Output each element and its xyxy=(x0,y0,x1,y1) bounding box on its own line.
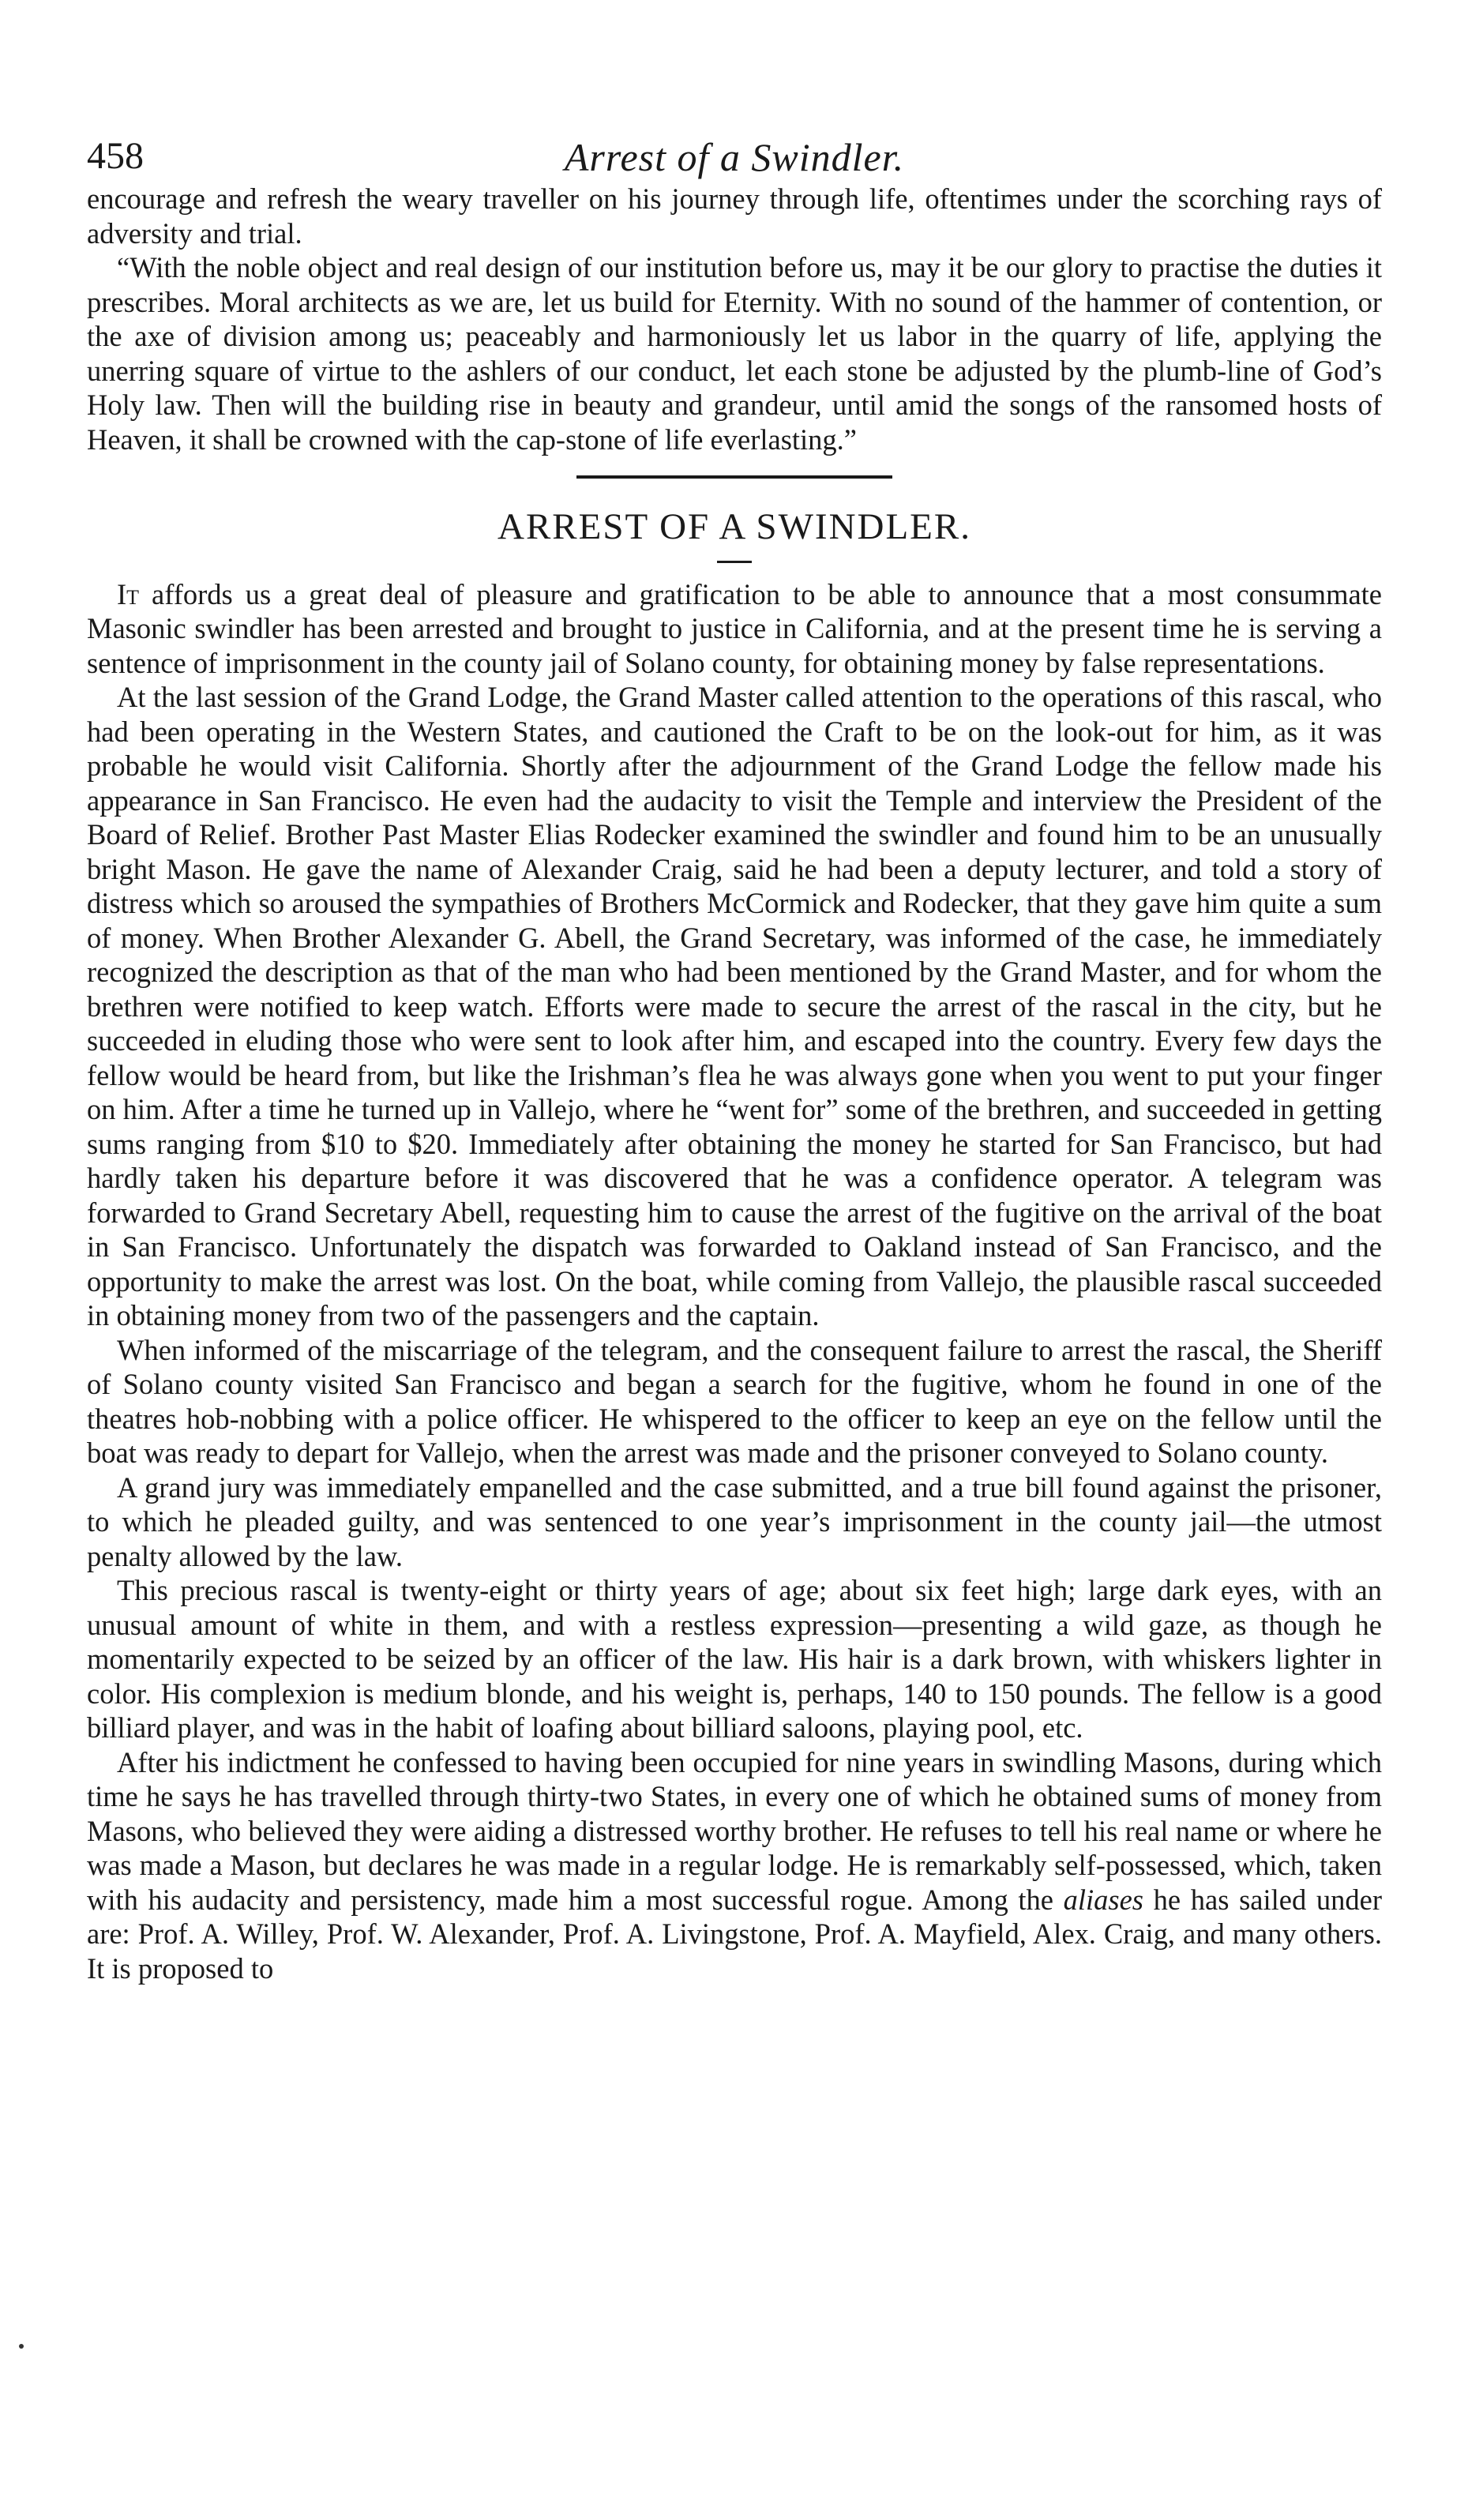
drop-lead-word: It xyxy=(117,577,140,610)
running-head xyxy=(87,118,1382,182)
body-text xyxy=(87,182,1382,1985)
title-rule xyxy=(717,561,752,563)
italic-word: aliases xyxy=(1063,1883,1144,1916)
paragraph-text: affords us a great deal of pleasure and gratification to be able to announce that a most consummate Masonic swindler has been arrested and brought to justice in California, and at the present time he is serving a sentence of imprisonment in the county jail of Solano county, for obtaining money by false representations. xyxy=(87,577,1383,679)
article-paragraph-4: A grand jury was immediately empanelled and the case submitted, and a true bill found against the prisoner, to which he pleaded guilty, and was sentenced to one year’s imprisonment in the county jail—the utmost penalty allowed by the law. xyxy=(87,1470,1382,1572)
paragraph-text: he has sailed under are: Prof. A. Willey, Prof. W. Alexander, Prof. A. Livingstone, Prof. A. Mayfield, Alex. Craig, and many others. It is proposed to xyxy=(87,1883,1382,1985)
quoted-paragraph: “With the noble object and real design of our institution before us, may it be our glory to practise the duties it prescribes. Moral architects as we are, let us build for Eternity. With no sound of the hammer of contention, or the axe of division among us; peaceably and harmoniously let us labor in the quarry of life, applying the unerring square of virtue to the ashlers of our conduct, let each stone be adjusted by the plumb-line of God’s Holy law. Then will the building rise in beauty and grandeur, until amid the songs of the ransomed hosts of Heaven, it shall be crowned with the cap-stone of life everlasting.” xyxy=(87,251,1382,456)
margin-speck xyxy=(19,2344,24,2349)
article-paragraph-5: This precious rascal is twenty-eight or thirty years of age; about six feet high; large dark eyes, with an unusual amount of white in them, and with a restless expression—presenting a wild gaze, as though he momentarily expected to be seized by an officer of the law. His hair is a dark brown, with whiskers lighter in color. His complexion is medium blonde, and his weight is, perhaps, 140 to 150 pounds. The fellow is a good billiard player, and was in the habit of loafing about billiard saloons, playing pool, etc. xyxy=(87,1574,1382,1744)
article-title: ARREST OF A SWINDLER. xyxy=(497,506,971,547)
section-divider xyxy=(576,475,892,479)
article-paragraph-2: At the last session of the Grand Lodge, the Grand Master called attention to the operations of this rascal, who had been operating in the Western States, and cautioned the Craft to be on the look-out for him, as it was probable he would visit California. Shortly after the adjournment of the Grand Lodge the fellow made his appearance in San Francisco. He even had the audacity to visit the Temple and interview the President of the Board of Relief. Brother Past Master Elias Rodecker examined the swindler and found him to be an unusually bright Mason. He gave the name of Alexander Craig, said he had been a deputy lecturer, and told a story of distress which so aroused the sympathies of Brothers McCormick and Rodecker, that they gave him quite a sum of money. When Brother Alexander G. Abell, the Grand Secretary, was informed of the case, he immediately recognized the description as that of the man who had been mentioned by the Grand Master, and for whom the brethren were notified to keep watch. Efforts were made to secure the arrest of the rascal in the city, but he succeeded in eluding those who were sent to look after him, and escaped into the country. Every few days the fellow would be heard from, but like the Irishman’s flea he was always gone when you went to put your finger on him. After a time he turned up in Vallejo, where he “went for” some of the brethren, and succeeded in getting sums ranging from $10 to $20. Immediately after obtaining the money he started for San Francisco, but had hardly taken his departure before it was discovered that he was a confidence operator. A telegram was forwarded to Grand Secretary Abell, requesting him to cause the arrest of the fugitive on the arrival of the boat in San Francisco. Unfortunately the dispatch was forwarded to Oakland instead of San Francisco, and the opportunity to make the arrest was lost. On the boat, while coming from Vallejo, the plausible rascal succeeded in obtaining money from two of the passengers and the captain. xyxy=(87,681,1382,1331)
article-paragraph-6 xyxy=(87,1745,1382,1986)
continued-paragraph: encourage and refresh the weary traveller on his journey through life, oftentimes under the scorching rays of adversity and trial. xyxy=(87,182,1382,250)
article-paragraph-1 xyxy=(87,577,1382,681)
paragraph-text: After his indictment he confessed to having been occupied for nine years in swindling Masons, during which time he says he has travelled through thirty-two States, in every one of which he obtained sums of money from Masons, who believed they were aiding a distressed worthy brother. He refuses to tell his real name or where he was made a Mason, but declares he was made in a regular lodge. He is remarkably self-possessed, which, taken with his audacity and persistency, made him a most successful rogue. Among the xyxy=(87,1745,1382,1916)
running-title: Arrest of a Swindler. xyxy=(564,135,905,179)
article-paragraph-3: When informed of the miscarriage of the telegram, and the consequent failure to arrest the rascal, the Sheriff of Solano county visited San Francisco and began a search for the fugitive, whom he found in one of the theatres hob-nobbing with a police officer. He whispered to the officer to keep an eye on the fellow until the boat was ready to depart for Vallejo, when the arrest was made and the prisoner conveyed to Solano county. xyxy=(87,1333,1382,1469)
page-number: 458 xyxy=(87,135,144,177)
book-page xyxy=(87,118,1382,2480)
